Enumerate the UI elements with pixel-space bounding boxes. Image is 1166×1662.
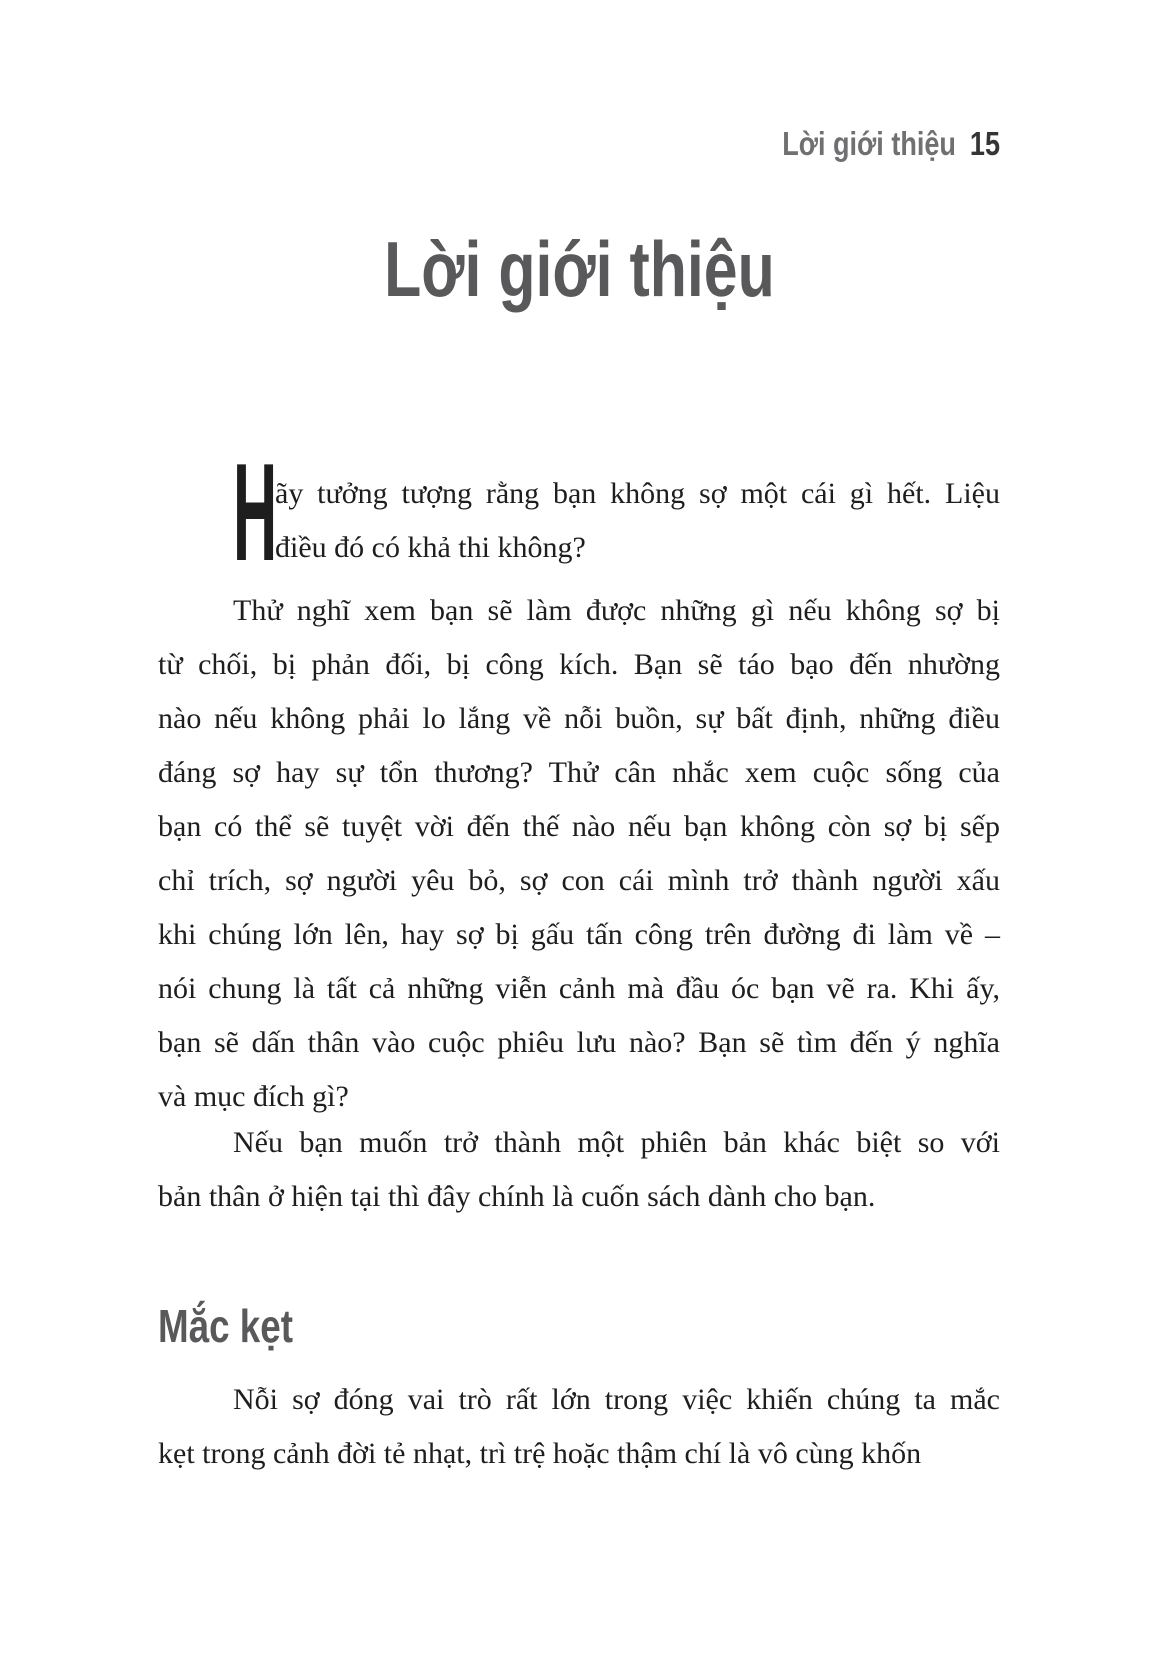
intro-paragraph-3: [158, 1116, 1000, 1224]
running-header-title: Lời giới thiệu: [782, 125, 956, 162]
body-line: kẹt trong cảnh đời tẻ nhạt, trì trệ hoặc thậm chí là vô cùng khốn: [158, 1437, 922, 1470]
body-line: từ chối, bị phản đối, bị công kích. Bạn sẽ táo bạo đến nhường: [158, 648, 1000, 681]
drop-cap: H: [233, 435, 278, 590]
running-header: [310, 127, 1000, 160]
body-line: khi chúng lớn lên, hay sợ bị gấu tấn công trên đường đi làm về –: [158, 918, 1000, 951]
body-line: nói chung là tất cả những viễn cảnh mà đầu óc bạn vẽ ra. Khi ấy,: [158, 972, 1000, 1005]
body-line: ãy tưởng tượng rằng bạn không sợ một cái gì hết. Liệu: [275, 477, 1000, 510]
body-line: điều đó có khả thi không?: [275, 531, 586, 564]
page-number: 15: [969, 125, 1000, 162]
chapter-title-text: Lời giới thiệu: [383, 225, 775, 313]
section-heading-text: Mắc kẹt: [158, 1300, 293, 1352]
chapter-title: [158, 225, 1000, 313]
intro-paragraph-2: [158, 584, 1000, 1124]
body-line: Nỗi sợ đóng vai trò rất lớn trong việc khiến chúng ta mắc: [233, 1383, 1000, 1416]
body-line: đáng sợ hay sự tổn thương? Thử cân nhắc xem cuộc sống của: [158, 756, 1000, 789]
body-line: bản thân ở hiện tại thì đây chính là cuốn sách dành cho bạn.: [158, 1180, 876, 1213]
section-heading: [158, 1300, 327, 1352]
body-line: chỉ trích, sợ người yêu bỏ, sợ con cái mình trở thành người xấu: [158, 864, 1000, 897]
intro-opening-paragraph: [233, 435, 1000, 590]
body-line: Nếu bạn muốn trở thành một phiên bản khác biệt so với: [233, 1126, 1000, 1159]
body-line: bạn có thể sẽ tuyệt vời đến thế nào nếu bạn không còn sợ bị sếp: [158, 810, 1000, 843]
body-line: và mục đích gì?: [158, 1080, 349, 1113]
body-line: nào nếu không phải lo lắng về nỗi buồn, sự bất định, những điều: [158, 702, 1000, 735]
section-paragraph: [158, 1373, 1000, 1481]
body-line: Thử nghĩ xem bạn sẽ làm được những gì nếu không sợ bị: [233, 594, 1000, 627]
body-line: bạn sẽ dấn thân vào cuộc phiêu lưu nào? Bạn sẽ tìm đến ý nghĩa: [158, 1026, 1000, 1059]
